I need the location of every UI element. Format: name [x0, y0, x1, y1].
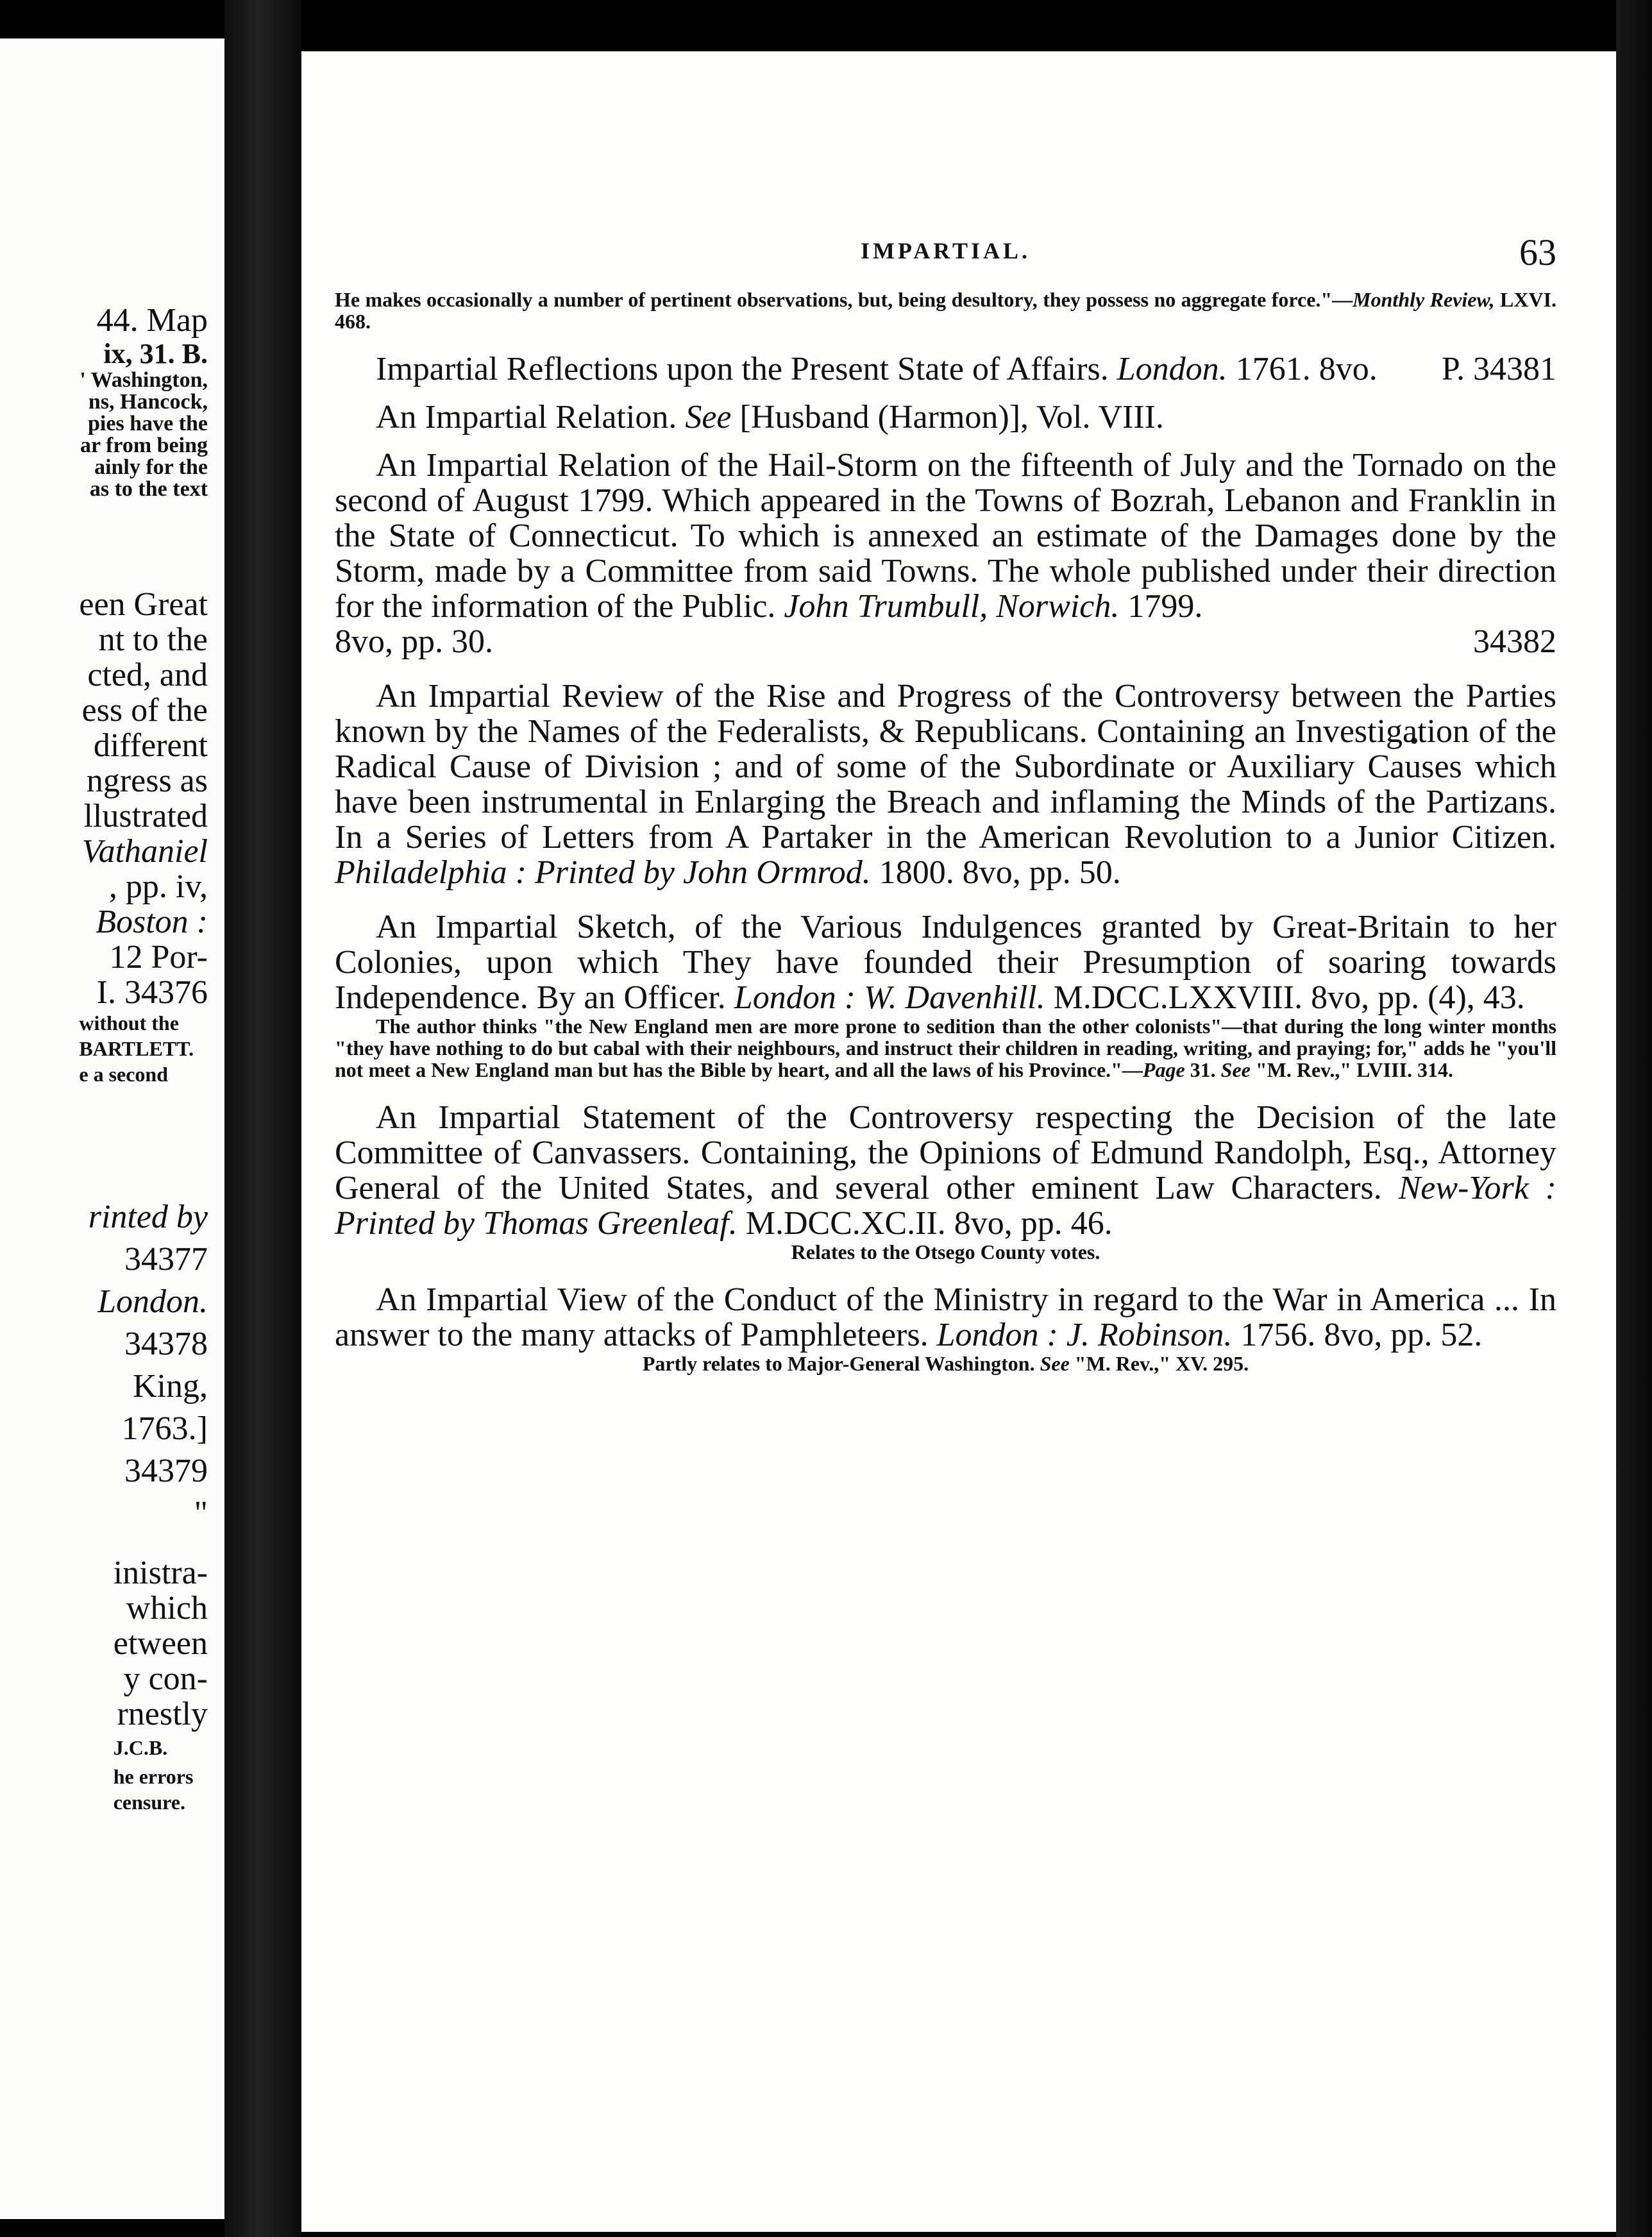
note-page: Page — [1142, 1058, 1185, 1081]
left-line: ns, Hancock, — [88, 390, 208, 414]
left-line: King, — [133, 1368, 208, 1405]
note-text: Partly relates to Major-General Washington. — [642, 1352, 1040, 1375]
left-line: y con- — [123, 1660, 208, 1697]
left-line: een Great — [79, 586, 208, 623]
left-line: censure. — [113, 1791, 185, 1814]
continuation-note — [335, 289, 1556, 332]
left-line: 44. Map — [96, 302, 208, 339]
left-line: Boston : — [96, 904, 208, 940]
entry-details: 1800. 8vo, pp. 50. — [870, 854, 1121, 891]
left-line: rinted by — [88, 1199, 208, 1235]
page-edge — [1616, 0, 1652, 2237]
note-text: The author thinks "the New England men are more prone to sedition than the other colonists"—that during the long winter months "they have nothing to do but cabal with their neighbours, and instruct their children in reading, writing, and praying; for," adds he "you'll not meet a New England man but has the Bible by heart, and all the laws of his Province."— — [335, 1015, 1556, 1081]
left-line: ngress as — [86, 763, 208, 799]
left-line: Vathaniel — [81, 833, 208, 870]
left-line: 34379 — [124, 1453, 208, 1489]
left-page-fragment — [0, 38, 224, 2219]
entry-details: M.DCC.LXXVIII. 8vo, pp. (4), 43. — [1045, 979, 1525, 1016]
running-head — [335, 232, 1556, 289]
entry-text — [335, 909, 1556, 1015]
entry-imprint: Philadelphia : Printed by John Ormrod. — [335, 854, 871, 891]
entry-details: 1761. 8vo. — [1227, 351, 1378, 387]
note-see: See — [1220, 1058, 1251, 1081]
entry-imprint: New-York : Printed by Thomas Greenleaf. — [335, 1170, 1556, 1242]
left-line: , pp. iv, — [108, 868, 208, 905]
entry-imprint: London : J. Robinson. — [936, 1317, 1233, 1353]
left-line: 1763.] — [121, 1410, 208, 1447]
note-ref: "M. Rev.," XV. 295. — [1069, 1352, 1249, 1375]
left-line: llustrated — [83, 798, 208, 834]
entry-text — [335, 351, 1556, 387]
entry-text — [335, 448, 1556, 624]
left-line: BARTLETT. — [79, 1037, 194, 1060]
entry-number: 34382 — [1473, 623, 1556, 660]
left-line: as to the text — [89, 477, 208, 501]
left-fragment-block-3 — [88, 1196, 208, 1535]
left-line: cted, and — [87, 657, 208, 693]
entry-line — [335, 624, 1556, 659]
note-ref: LXVI. 468. — [335, 288, 1557, 333]
left-line: different — [93, 727, 208, 764]
left-fragment-block-2 — [79, 587, 208, 1087]
entry-note — [335, 1015, 1556, 1081]
left-line: London. — [97, 1283, 208, 1320]
left-line: ar from being — [80, 434, 208, 457]
left-fragment-block-4 — [114, 1555, 208, 1815]
left-line: ' Washington, — [80, 368, 208, 392]
left-line: pies have the — [88, 412, 208, 435]
left-line: 12 Por- — [109, 939, 208, 975]
entry-imprint: John Trumbull, Norwich. — [784, 588, 1120, 625]
entry-details: 1756. 8vo, pp. 52. — [1232, 1317, 1483, 1353]
entry-see: See — [685, 399, 732, 435]
entry-note — [335, 1353, 1556, 1374]
left-fragment-block-1 — [80, 303, 208, 500]
page-number: 63 — [1519, 232, 1556, 273]
note-text: He makes occasionally a number of pertinent observations, but, being desultory, they possess no aggregate force."— — [335, 288, 1353, 311]
left-line: ess of the — [81, 692, 208, 729]
left-line: e a second — [79, 1063, 169, 1086]
bibliography-entry — [335, 351, 1556, 387]
page-title: IMPARTIAL. — [860, 238, 1031, 264]
left-line: ainly for the — [94, 455, 208, 479]
left-line: rnestly — [117, 1696, 208, 1732]
entry-title: An Impartial Review of the Rise and Progress of the Controversy between the Parties known by the Names of the Federalists, & Republicans. Containing an Investigation of the Radical Cause of Division ; and of some of the Subordinate or Auxiliary Causes which have been instrumental in Enlarging the Breach and inflaming the Minds of the Partizans. In a Series of Letters from A Partaker in the American Revolution to a Junior Citizen. — [335, 678, 1556, 856]
note-page-number: 31. — [1184, 1058, 1221, 1081]
book-gutter — [224, 0, 301, 2237]
entry-imprint: London : W. Davenhill. — [734, 979, 1045, 1016]
entry-details: [Husband (Harmon)], Vol. VIII. — [731, 399, 1164, 435]
entry-text — [335, 1282, 1556, 1353]
left-line: etween — [113, 1625, 208, 1662]
bibliography-entry — [335, 679, 1556, 890]
left-line: which — [126, 1590, 208, 1626]
entry-number: P. 34381 — [1441, 351, 1556, 387]
left-line: J.C.B. — [113, 1736, 168, 1759]
entry-text — [335, 1100, 1556, 1241]
bibliography-entry — [335, 400, 1556, 435]
entry-details: M.DCC.XC.II. 8vo, pp. 46. — [737, 1205, 1113, 1242]
entry-details: 1799. — [1119, 588, 1203, 625]
entry-title: An Impartial Statement of the Controversy respecting the Decision of the late Committee of Canvassers. Containing, the Opinions of Edmund Randolph, Esq., Attorney General of the United States, and several other eminent Law Characters. — [335, 1099, 1556, 1206]
left-line: he errors — [113, 1765, 194, 1788]
left-line: I. 34376 — [96, 974, 208, 1011]
left-line: 34377 — [124, 1241, 208, 1278]
entry-imprint: London. — [1117, 351, 1227, 387]
entry-title: An Impartial Sketch, of the Various Indulgences granted by Great-Britain to her Colonies, upon which They have founded their Presumption of soaring towards Independence. By an Officer. — [335, 909, 1556, 1016]
entry-text — [335, 679, 1556, 890]
bibliography-entry — [335, 448, 1556, 659]
entry-format: 8vo, pp. 30. — [335, 623, 493, 660]
left-line: " — [194, 1495, 208, 1532]
bibliography-entry — [335, 1100, 1556, 1263]
entry-text — [335, 400, 1556, 435]
entry-note: Relates to the Otsego County votes. — [791, 1240, 1100, 1263]
left-line: without the — [79, 1011, 179, 1034]
note-see: See — [1040, 1352, 1070, 1375]
page-content — [335, 232, 1557, 1375]
left-line: inistra- — [113, 1555, 208, 1591]
entry-title: An Impartial Relation. — [376, 399, 686, 435]
entry-title: An Impartial Relation of the Hail-Storm on the fifteenth of July and the Tornado on the second of August 1799. Which appeared in the Towns of Bozrah, Lebanon and Franklin in the State of Connecticut. To which is annexed an estimate of the Damages done by the Storm, made by a Committee from said Towns. The whole published under their direction for the information of the Public. — [335, 447, 1556, 625]
left-line: 34378 — [124, 1326, 208, 1362]
left-line: nt to the — [98, 621, 208, 658]
note-source: Monthly Review, — [1353, 288, 1495, 311]
main-page — [301, 51, 1616, 2232]
entry-title: Impartial Reflections upon the Present State of Affairs. — [376, 351, 1117, 387]
bibliography-entry — [335, 1282, 1556, 1374]
bibliography-entry — [335, 909, 1556, 1081]
left-line: ix, 31. B. — [103, 338, 208, 369]
note-ref: "M. Rev.," LVIII. 314. — [1250, 1058, 1454, 1081]
entry-title: An Impartial View of the Conduct of the Ministry in regard to the War in America ... In answer to the many attacks of Pamphleteers. — [335, 1281, 1556, 1353]
